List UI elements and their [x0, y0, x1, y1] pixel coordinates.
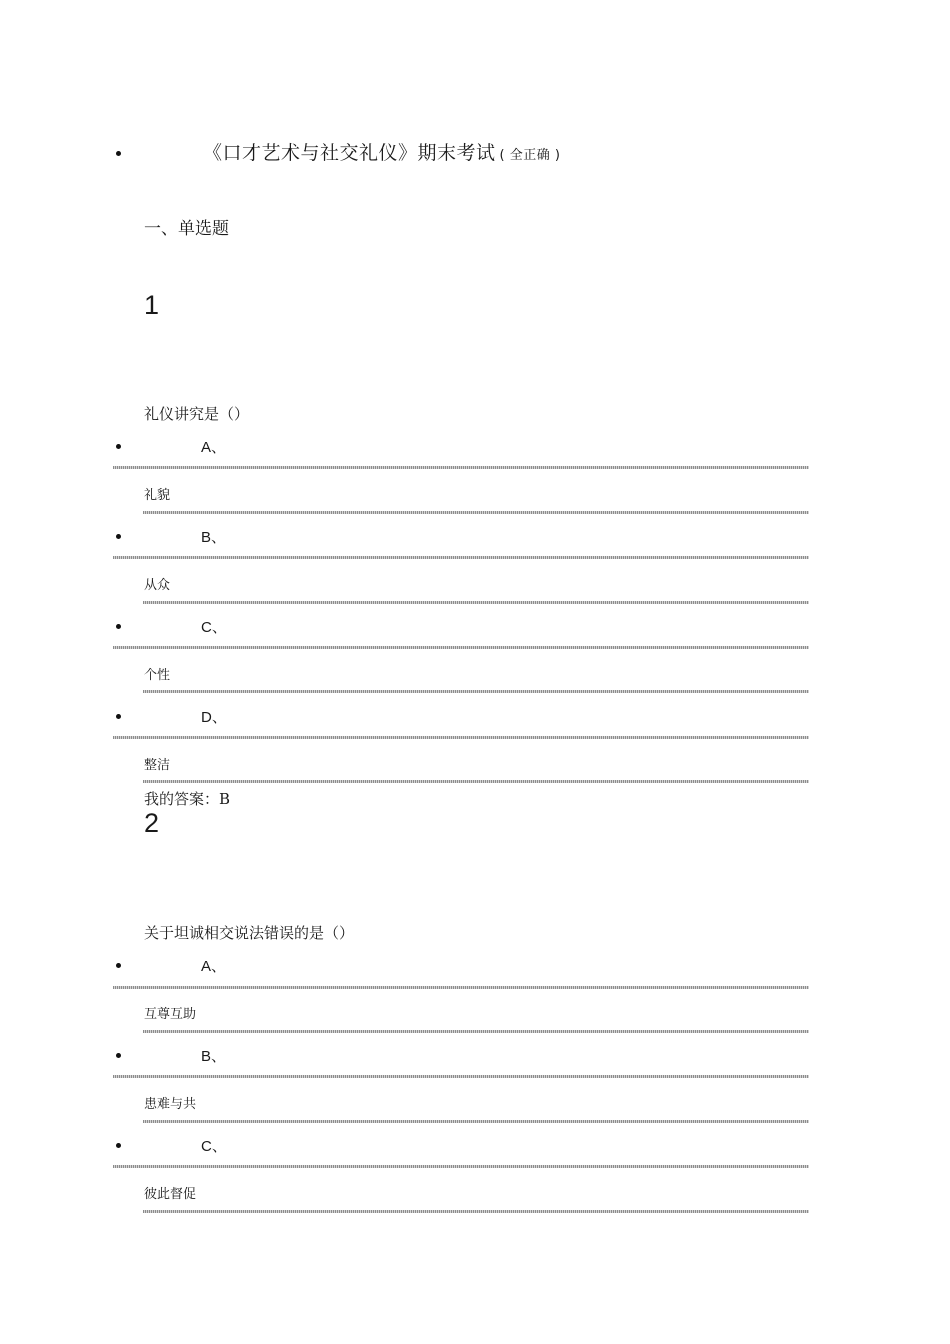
title-bullet [116, 151, 121, 156]
option-text[interactable]: 个性 [144, 668, 171, 683]
option-divider [113, 466, 809, 469]
option-letter: A、 [201, 439, 227, 456]
option-letter: A、 [201, 958, 227, 975]
option-letter: B、 [201, 529, 227, 546]
option-text[interactable]: 患难与共 [144, 1097, 197, 1112]
option-divider [143, 511, 809, 514]
question-text: 关于坦诚相交说法错误的是（） [144, 924, 355, 942]
option-letter: C、 [201, 619, 227, 636]
option-bullet [116, 1053, 121, 1058]
question-number: 2 [144, 808, 160, 838]
option-divider [113, 1165, 809, 1168]
option-divider [113, 1075, 809, 1078]
option-bullet [116, 1143, 121, 1148]
option-text[interactable]: 从众 [144, 578, 171, 593]
option-letter: C、 [201, 1138, 227, 1155]
option-bullet [116, 534, 121, 539]
section-title: 一、单选题 [144, 219, 229, 239]
option-letter: B、 [201, 1048, 227, 1065]
option-bullet [116, 444, 121, 449]
question-text: 礼仪讲究是（） [144, 405, 250, 423]
option-divider [143, 690, 809, 693]
option-divider [143, 1120, 809, 1123]
option-divider [143, 1030, 809, 1033]
option-bullet [116, 714, 121, 719]
question-number: 1 [144, 290, 160, 320]
option-divider [143, 780, 809, 783]
page-title-text: 《口才艺术与社交礼仪》期末考试 [203, 142, 496, 164]
page-title [203, 138, 560, 165]
option-text[interactable]: 礼貌 [144, 488, 171, 503]
page-title-note: ( 全正确 ) [499, 148, 561, 163]
option-divider [143, 601, 809, 604]
option-divider [143, 1210, 809, 1213]
option-divider [113, 986, 809, 989]
option-text[interactable]: 整洁 [144, 758, 171, 773]
option-bullet [116, 624, 121, 629]
option-text[interactable]: 彼此督促 [144, 1187, 197, 1202]
option-divider [113, 646, 809, 649]
option-text[interactable]: 互尊互助 [144, 1007, 197, 1022]
my-answer: 我的答案：B [144, 790, 231, 808]
option-letter: D、 [201, 709, 227, 726]
option-bullet [116, 963, 121, 968]
option-divider [113, 736, 809, 739]
option-divider [113, 556, 809, 559]
